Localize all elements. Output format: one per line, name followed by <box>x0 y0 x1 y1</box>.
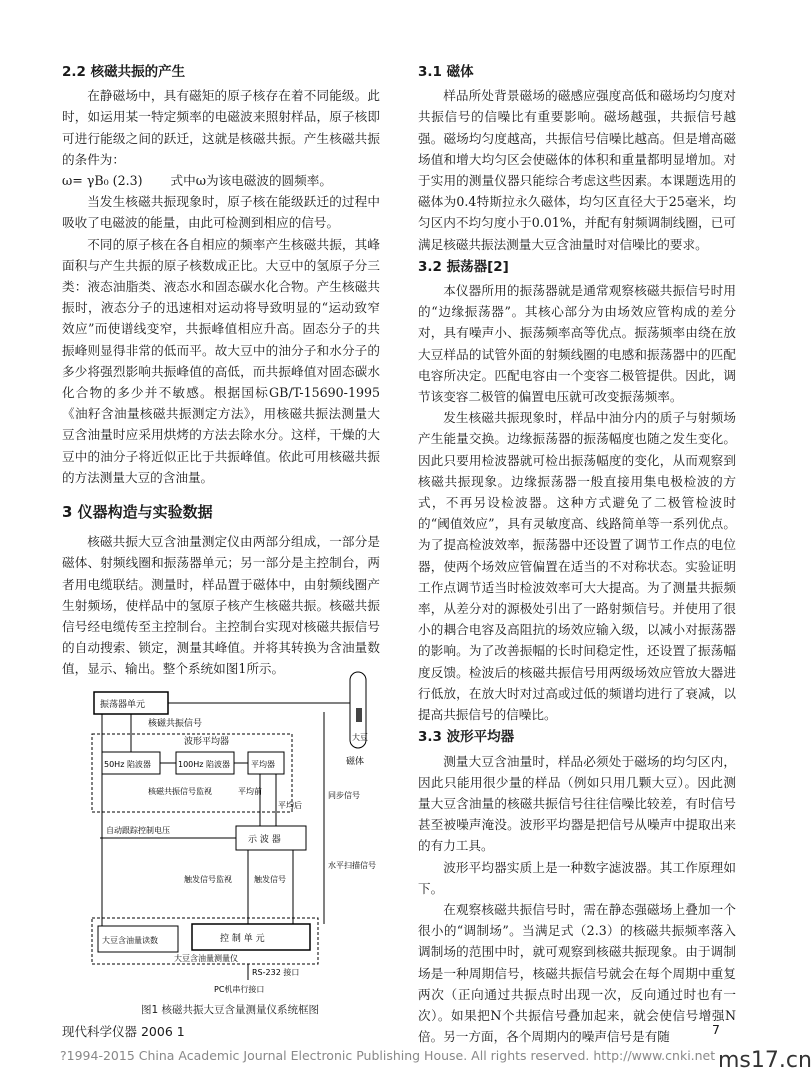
paragraph: 核磁共振大豆含油量测定仪由两部分组成，一部分是磁体、射频线圈和振荡器单元；另一部分是主控制台，两者用电缆联结。测量时，样品置于磁体中，由射频线圈产生射频场，使样品中的氢原子核产生核磁共振。核磁共振信号经电缆传至主控制台。主控制台实现对核磁共振信号的自动搜索、锁定，测量其峰值。并将其转换为含油量数值，显示、输出。整个系统如图1所示。 <box>62 534 380 677</box>
label-notch100: 100Hz 陷波器 <box>178 760 231 769</box>
label-pc-port: PC机串行接口 <box>214 985 265 994</box>
label-oil-reading: 大豆含油量读数 <box>102 936 158 945</box>
label-before-avg: 平均前 <box>238 787 262 796</box>
formula-line <box>62 170 380 191</box>
paragraph: 本仪器所用的振荡器就是通常观察核磁共振信号时用的“边缘振荡器”。其核心部分为由场效应管构成的差分对，具有噪声小、振荡频率高等优点。振荡频率由绕在放大豆样品的试管外面的射频线圈的电感和振荡器中的匹配电容所决定。匹配电容由一个变容二极管提供。因此，调节该变容二极管的偏置电压就可改变振荡频率。 <box>418 283 736 405</box>
paragraph: 在观察核磁共振信号时，需在静态强磁场上叠加一个很小的“调制场”。当满足式（2.3）的核磁共振频率落入调制场的范围中时，就可观察到核磁共振现象。由于调制场是一种周期信号，核磁共振信号就会在每个周期中重复两次（正向通过共振点时出现一次，反向通过时也有一次）。如果把N个共振信号叠加起来，就会使信号增强N倍。另一方面，各个周期内的噪声信号是有随 <box>418 901 736 1045</box>
left-column <box>62 60 380 680</box>
label-waveform-avg: 波形平均器 <box>184 737 230 747</box>
paragraph: 测量大豆含油量时，样品必须处于磁场的均匀区内，因此只能用很少量的样品（例如只用几颗大豆）。因此测量大豆含油量的核磁共振信号往往信噪比较差，有时信号甚至被噪声淹没。波形平均器是把信号从噪声中提取出来的有力工具。 <box>418 753 736 854</box>
label-notch50: 50Hz 陷波器 <box>104 760 151 769</box>
section-3-1-title: 3.1 磁体 <box>418 64 474 80</box>
formula-note: 式中ω为该电磁波的圆频率。 <box>170 173 332 189</box>
label-instrument: 大豆含油量测量仪 <box>174 954 238 963</box>
figure-caption: 图1 核磁共振大豆含量测量仪系统框图 <box>140 1004 320 1016</box>
label-oscilloscope: 示 波 器 <box>248 835 281 845</box>
label-averager: 平均器 <box>251 760 275 769</box>
label-h-scan: 水平扫描信号 <box>328 861 376 870</box>
label-nmr-monitor: 核磁共振信号监视 <box>148 787 212 796</box>
system-block-diagram <box>88 668 376 998</box>
label-control-unit: 控 制 单 元 <box>220 934 265 944</box>
copyright-line: ?1994-2015 China Academic Journal Electronic Publishing House. All rights reserved. http://www.cnki.net <box>60 1048 716 1063</box>
section-3-2-title: 3.2 振荡器[2] <box>418 258 509 275</box>
label-rs232: RS-232 接口 <box>252 968 300 977</box>
label-auto-track: 自动跟踪控制电压 <box>106 826 170 835</box>
section-3-3-title: 3.3 波形平均器 <box>418 729 515 746</box>
label-magnet: 磁体 <box>346 757 365 767</box>
paragraph: 发生核磁共振现象时，样品中油分内的质子与射频场产生能量交换。边缘振荡器的振荡幅度也随之发生变化。因此只要用检波器就可检出振荡幅度的变化，从而观察到核磁共振现象。边缘振荡器一般直接用集电极检波的方式，不再另设检波器。这种方式避免了二极管检波时的“阈值效应”，具有灵敏度高、线路简单等一系列优点。为了提高检波效率，振荡器中还设置了调节工作点的电位器，使两个场效应管偏置在适当的不对称状态。实验证明工作点调节适当时检波效率可大大提高。为了测量共振频率，从差分对的源极处引出了一路射频信号。并使用了很小的耦合电容及高阻抗的场效应输入级，以减小对振荡器的影响。为了改善振幅的长时间稳定性，还设置了振荡幅度反馈。检波后的核磁共振信号用两级场效应管放大器进行低放，在放大时对过高或过低的频谱均进行了衰减，以提高共振信号的信噪比。 <box>418 410 736 723</box>
formula: ω= γB₀ (2.3) <box>62 173 143 189</box>
label-trig-monitor: 触发信号监视 <box>184 875 232 884</box>
soybean-sample-icon <box>356 708 362 722</box>
page-number: 7 <box>712 1022 720 1037</box>
label-osc-unit: 振荡器单元 <box>100 700 146 710</box>
paragraph: 在静磁场中，具有磁矩的原子核存在着不同能级。此时，如运用某一特定频率的电磁波来照射样品，原子核即可进行能级之间的跃迁，这就是核磁共振。产生核磁共振的条件为： <box>62 88 380 167</box>
watermark: ms17.cn <box>718 1048 812 1073</box>
section-3-title: 3 仪器构造与实验数据 <box>62 503 213 522</box>
right-column <box>418 60 736 1047</box>
paragraph: 样品所处背景磁场的磁感应强度高低和磁场均匀度对共振信号的信噪比有重要影响。磁场越强，共振信号越强。磁场均匀度越高，共振信号信噪比越高。但是增高磁场值和增大均匀区会使磁体的体积和重量都明显增加。对于实用的测量仪器只能综合考虑这些因素。本课题选用的磁体为0.4特斯拉永久磁体，均匀区直径大于25毫米，均匀区内不均匀度小于0.01%，并配有射频调制线圈，已可满足核磁共振法测量大豆含油量时对信噪比的要求。 <box>418 88 736 252</box>
label-after-avg: 平均后 <box>278 801 302 810</box>
label-trig-signal: 触发信号 <box>254 875 286 884</box>
figure-1 <box>88 668 376 1016</box>
label-sync-signal: 同步信号 <box>328 791 360 800</box>
section-2-2-title: 2.2 核磁共振的产生 <box>62 64 186 80</box>
label-nmr-signal: 核磁共振信号 <box>148 719 203 729</box>
journal-footer: 现代科学仪器 2006 1 <box>62 1024 185 1039</box>
paragraph: 不同的原子核在各自相应的频率产生核磁共振，其峰面积与产生共振的原子核数成正比。大豆中的氢原子分三类：液态油脂类、液态水和固态碳水化合物。产生核磁共振时，液态分子的迅速相对运动将导致明显的“运动致窄效应”而使谱线变窄，共振峰值相应升高。固态分子的共振峰则显得非常的低而平。故大豆中的油分子和水分子的多少将强烈影响共振峰值的高低，而共振峰值对固态碳水化合物的多少并不敏感。根据国标GB/T-15690-1995《油籽含油量核磁共振测定方法》，用核磁共振法测量大豆含油量时应采用烘烤的方法去除水分。这样，干燥的大豆中的油分子将近似正比于共振峰值。依此可用核磁共振的方法测量大豆的含油量。 <box>62 236 380 485</box>
paragraph: 当发生核磁共振现象时，原子核在能级跃迁的过程中吸收了电磁波的能量，由此可检测到相应的信号。 <box>62 194 380 231</box>
label-soybean: 大豆 <box>352 733 368 742</box>
paragraph: 波形平均器实质上是一种数字滤波器。其工作原理如下。 <box>418 859 736 896</box>
